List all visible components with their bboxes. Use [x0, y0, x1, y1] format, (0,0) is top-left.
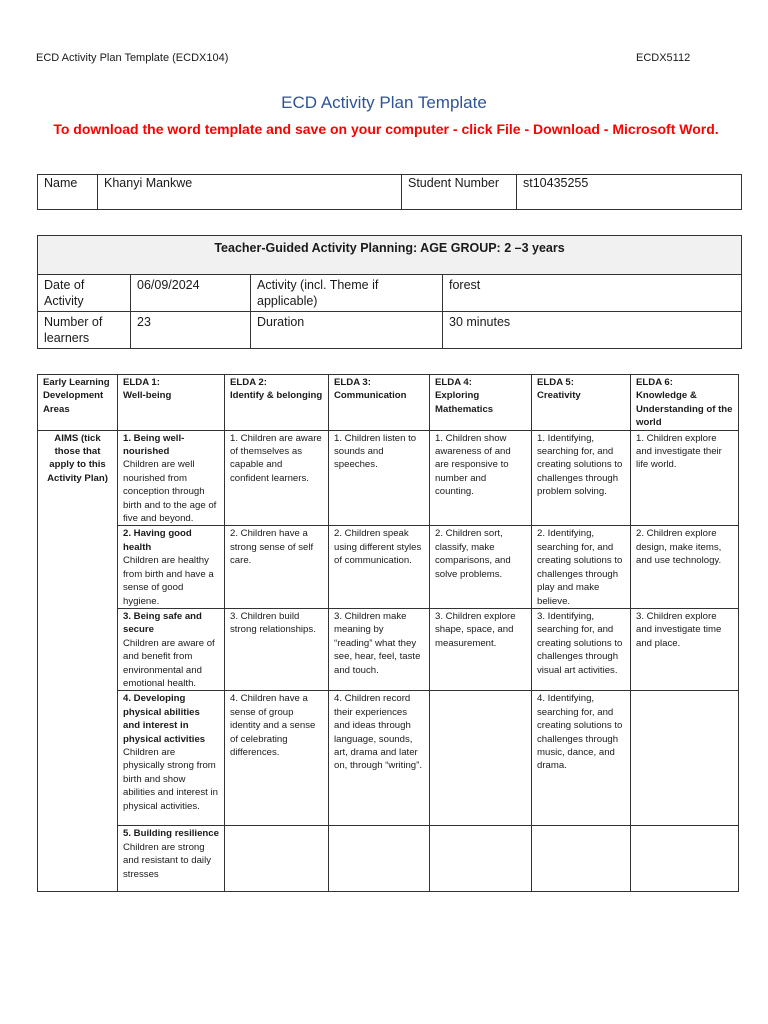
learners-label: Number of learners — [38, 312, 131, 349]
aim-cell[interactable] — [631, 826, 739, 892]
aim-cell[interactable]: 1. Children are aware of themselves as capable and confident learners. — [225, 430, 329, 526]
aim-title: 3. Being safe and secure — [123, 610, 202, 636]
student-number-value[interactable]: st10435255 — [517, 175, 742, 210]
aim-text: Children are physically strong from birth and show abilities and interest in physical activities. — [123, 746, 218, 812]
student-info-table — [37, 174, 742, 210]
aim-cell[interactable] — [631, 691, 739, 826]
aim-text: Children are strong and resistant to daily stresses — [123, 841, 211, 880]
elda-3-header: ELDA 3: Communication — [329, 375, 430, 431]
aim-cell[interactable]: 4. Children have a sense of group identity and a sense of celebrating differences. — [225, 691, 329, 826]
aims-label: AIMS (tick those that apply to this Activity Plan) — [38, 430, 118, 892]
activity-planning-table — [37, 235, 742, 349]
elda-aim-row — [38, 826, 739, 892]
date-value[interactable]: 06/09/2024 — [131, 275, 251, 312]
elda-aim-row — [38, 430, 739, 526]
aim-text: Children are well nourished from conception through birth and to the age of five and beyond. — [123, 459, 217, 525]
aim-title: 2. Having good health — [123, 528, 192, 553]
aim-cell[interactable]: 4. Identifying, searching for, and creating solutions to challenges through music, dance, and drama. — [532, 691, 631, 826]
aim-cell[interactable]: 1. Children show awareness of and are responsive to number and counting. — [430, 430, 532, 526]
aim-title: 4. Developing physical abilities and interest in physical activities — [123, 693, 206, 745]
elda-aim-row — [38, 691, 739, 826]
aim-cell[interactable]: 3. Children build strong relationships. — [225, 608, 329, 690]
learners-value[interactable]: 23 — [131, 312, 251, 349]
elda-5-header: ELDA 5: Creativity — [532, 375, 631, 431]
date-label: Date of Activity — [38, 275, 131, 312]
aim-cell[interactable]: 1. Children explore and investigate their life world. — [631, 430, 739, 526]
duration-value[interactable]: 30 minutes — [443, 312, 742, 349]
aim-cell[interactable]: 2. Children explore design, make items, and use technology. — [631, 526, 739, 608]
aim-cell[interactable] — [430, 691, 532, 826]
aim-cell[interactable] — [225, 826, 329, 892]
student-number-label: Student Number — [402, 175, 517, 210]
aim-cell[interactable]: 1. Children listen to sounds and speeches. — [329, 430, 430, 526]
elda-corner-label: Early Learning Development Areas — [38, 375, 118, 431]
elda-4-header: ELDA 4: Exploring Mathematics — [430, 375, 532, 431]
elda-1-header: ELDA 1: Well-being — [118, 375, 225, 431]
aim-cell[interactable] — [430, 826, 532, 892]
elda-aims-table — [37, 374, 739, 892]
activity-theme-value[interactable]: forest — [443, 275, 742, 312]
aim-cell[interactable] — [118, 430, 225, 526]
name-label: Name — [38, 175, 98, 210]
aim-cell[interactable]: 3. Children make meaning by “reading” what they see, hear, feel, taste and touch. — [329, 608, 430, 690]
aim-cell[interactable]: 3. Children explore shape, space, and measurement. — [430, 608, 532, 690]
aim-cell[interactable] — [118, 526, 225, 608]
aim-cell[interactable]: 2. Identifying, searching for, and creating solutions to challenges through play and make believe. — [532, 526, 631, 608]
download-instructions: To download the word template and save on your computer - click File - Download - Microsoft Word. — [53, 121, 719, 137]
aim-title: 1. Being well-nourished — [123, 432, 185, 458]
aim-text: Children are healthy from birth and have a sense of good hygiene. — [123, 555, 214, 607]
activity-theme-label: Activity (incl. Theme if applicable) — [251, 275, 443, 312]
aim-cell[interactable] — [118, 691, 225, 826]
aim-cell[interactable]: 4. Children record their experiences and ideas through language, sounds, art, drama and later on, through “writing”. — [329, 691, 430, 826]
running-header-right: ECDX5112 — [636, 52, 691, 64]
aim-cell[interactable]: 3. Children explore and investigate time and place. — [631, 608, 739, 690]
elda-aim-row — [38, 526, 739, 608]
aim-title: 5. Building resilience — [123, 828, 219, 840]
page-title: ECD Activity Plan Template — [281, 93, 487, 112]
aim-cell[interactable] — [532, 826, 631, 892]
running-header-left: ECD Activity Plan Template (ECDX104) — [36, 52, 229, 64]
aim-cell[interactable] — [118, 608, 225, 690]
aim-cell[interactable] — [329, 826, 430, 892]
activity-planning-heading: Teacher-Guided Activity Planning: AGE GROUP: 2 –3 years — [38, 236, 742, 275]
aim-text: Children are aware of and benefit from environmental and emotional health. — [123, 637, 215, 689]
student-info-row — [38, 175, 742, 210]
duration-label: Duration — [251, 312, 443, 349]
aim-cell[interactable]: 3. Identifying, searching for, and creating solutions to challenges through visual art activities. — [532, 608, 631, 690]
aim-cell[interactable]: 1. Identifying, searching for, and creating solutions to challenges through problem solving. — [532, 430, 631, 526]
elda-aim-row — [38, 608, 739, 690]
elda-2-header: ELDA 2: Identify & belonging — [225, 375, 329, 431]
elda-header-row — [38, 375, 739, 431]
elda-6-header: ELDA 6: Knowledge & Understanding of the world — [631, 375, 739, 431]
aim-cell[interactable] — [118, 826, 225, 892]
aim-cell[interactable]: 2. Children speak using different styles of communication. — [329, 526, 430, 608]
aim-cell[interactable]: 2. Children sort, classify, make comparisons, and solve problems. — [430, 526, 532, 608]
name-value[interactable]: Khanyi Mankwe — [98, 175, 402, 210]
aim-cell[interactable]: 2. Children have a strong sense of self care. — [225, 526, 329, 608]
